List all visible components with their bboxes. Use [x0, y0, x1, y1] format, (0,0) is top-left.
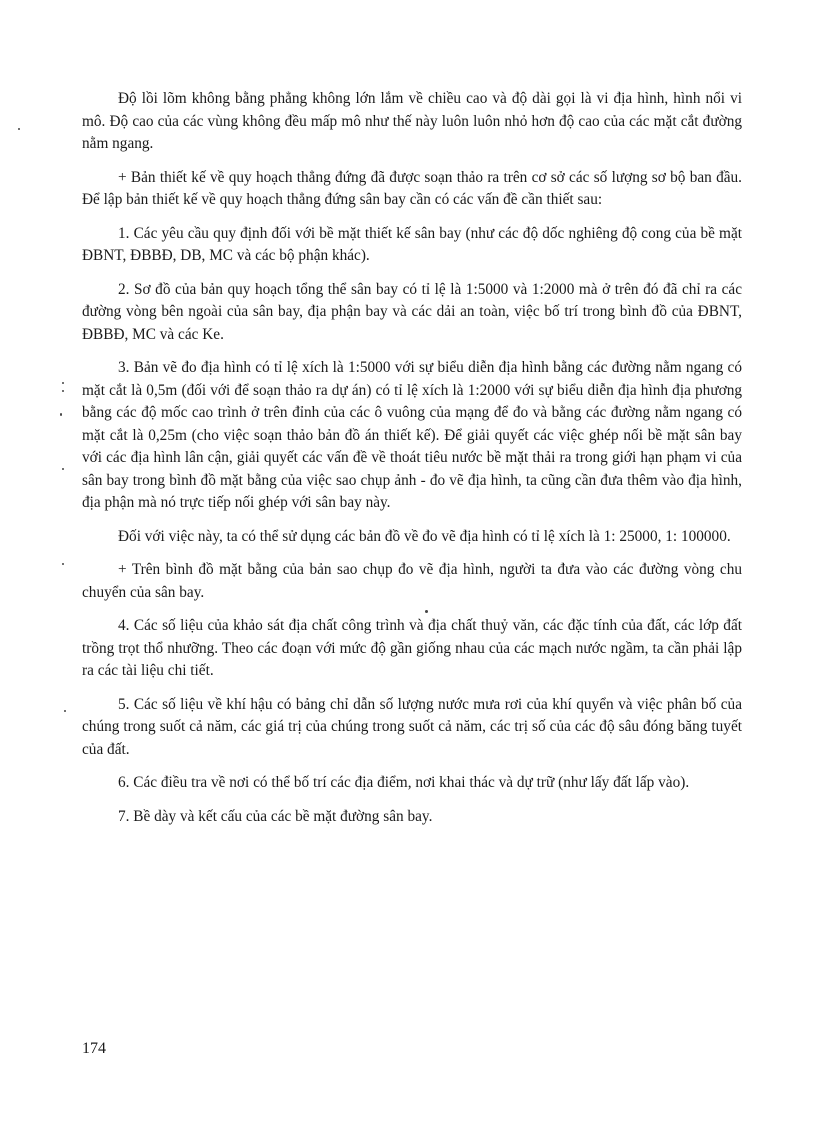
paragraph-4: 2. Sơ đồ của bản quy hoạch tổng thể sân bay có tỉ lệ là 1:5000 và 1:2000 mà ở trên đó đã chỉ ra các đường vòng bên ngoài của sân bay, địa phận bay và các dải an toàn, việc bố trí trong bình đồ của ĐBNT, ĐBBĐ, MC và các Ke.	[82, 280, 742, 343]
scan-speck	[64, 710, 66, 712]
paragraph-10: 6. Các điều tra về nơi có thể bố trí các địa điểm, nơi khai thác và dự trữ (như lấy đất lấp vào).	[118, 774, 690, 791]
paragraph-8: 4. Các số liệu của khảo sát địa chất công trình và địa chất thuỷ văn, các đặc tính của đất, các lớp đất trồng trọt thổ nhưỡng. Theo các đoạn với mức độ gần giống nhau của các mạch nước ngầm, ta cần phải lập ra các tài liệu chi tiết.	[82, 617, 742, 679]
paragraph-6: Đối với việc này, ta có thể sử dụng các bản đồ về đo vẽ địa hình có tỉ lệ xích là 1: 25000, 1: 100000.	[118, 527, 731, 545]
scan-speck	[425, 610, 428, 613]
paragraph-2: + Bản thiết kế về quy hoạch thẳng đứng đã được soạn thảo ra trên cơ sở các số lượng sơ bộ ban đầu. Để lập bản thiết kế về quy hoạch thẳng đứng sân bay cần có các vấn đề cần thiết sau:	[82, 168, 742, 208]
paragraph-9: 5. Các số liệu về khí hậu có bảng chỉ dẫn số lượng nước mưa rơi của khí quyển và việc phân bố của chúng trong suốt cả năm, các giá trị của chúng trong suốt cả năm, các trị số của các độ sâu đóng băng tuyết của đất.	[82, 695, 742, 758]
body-text	[82, 88, 742, 839]
scan-speck	[62, 563, 64, 565]
paragraph-7: + Trên bình đồ mặt bằng của bản sao chụp đo vẽ địa hình, người ta đưa vào các đường vòng chu chuyển của sân bay.	[82, 561, 742, 601]
scan-speck	[60, 413, 62, 416]
paragraph-3: 1. Các yêu cầu quy định đối với bề mặt thiết kế sân bay (như các độ dốc nghiêng độ cong của bề mặt ĐBNT, ĐBBĐ, DB, MC và các bộ phận khác).	[82, 224, 742, 264]
paragraph-1: Độ lồi lõm không bằng phẳng không lớn lắm về chiều cao và độ dài gọi là vi địa hình, hình nổi vi mô. Độ cao của các vùng không đều mấp mô như thế này luôn luôn nhỏ hơn độ cao của các mặt cắt đường nằm ngang.	[82, 90, 742, 152]
scan-speck	[62, 390, 64, 392]
page-number: 174	[82, 1040, 106, 1057]
scan-speck	[62, 382, 64, 384]
scan-speck	[18, 128, 20, 130]
paragraph-11: 7. Bề dày và kết cấu của các bề mặt đường sân bay.	[118, 807, 433, 825]
paragraph-5: 3. Bản vẽ đo địa hình có tỉ lệ xích là 1:5000 với sự biểu diễn địa hình bằng các đường nằm ngang có mặt cắt là 0,5m (đối với để soạn thảo ra dự án) có tỉ lệ xích là 1:2000 với sự biểu diễn địa hình địa phương bằng các độ mốc cao trình ở trên đỉnh của các ô vuông của mạng để đo và bằng các đường nằm ngang có mặt cắt là 0,25m (cho việc soạn thảo bản đồ án thiết kế). Để giải quyết các việc ghép nối bề mặt sân bay với các địa hình lân cận, giải quyết các vấn đề về thoát tiêu nước bề mặt thải ra trong giới hạn phạm vi của sân bay trong bình đồ mặt bằng của việc sao chụp ảnh - đo vẽ địa hình, ta cũng cần đưa thêm vào địa hình, địa phận mà nó trực tiếp nối ghép với sân bay này.	[82, 359, 742, 511]
scan-speck	[62, 468, 64, 470]
